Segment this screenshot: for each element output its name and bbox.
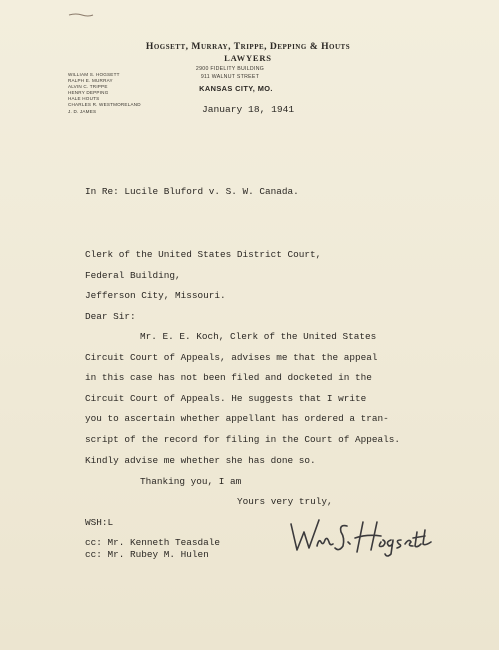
recipient-line: Clerk of the United States District Court,: [85, 249, 322, 260]
body-line: Kindly advise me whether she has done so.: [85, 455, 316, 466]
cc-line: cc: Mr. Rubey M. Hulen: [85, 549, 209, 560]
partner-name: J. D. JAMES: [68, 108, 97, 114]
partner-list: [68, 72, 141, 115]
cc-line: cc: Mr. Kenneth Teasdale: [85, 537, 221, 548]
body-line: script of the record for filing in the Court of Appeals.: [85, 434, 401, 445]
partner-name: WILLIAM S. HOGSETT: [68, 72, 120, 77]
letter-date: January 18, 1941: [202, 104, 295, 115]
body-line: Circuit Court of Appeals, advises me that the appeal: [85, 352, 378, 363]
pencil-mark: [68, 12, 94, 18]
thanks-line: Thanking you, I am: [140, 476, 242, 487]
recipient-line: Federal Building,: [85, 270, 181, 281]
handwritten-signature: [285, 512, 435, 562]
partner-name: HENRY DEPPING: [68, 90, 109, 96]
recipient-line: Jefferson City, Missouri.: [85, 290, 226, 301]
firm-name: Hogsett, Murray, Trippe, Depping & Houts: [145, 41, 351, 52]
salutation: Dear Sir:: [85, 311, 136, 322]
body-line: in this case has not been filed and docketed in the: [85, 372, 372, 383]
body-line: you to ascertain whether appellant has ordered a tran-: [85, 413, 389, 424]
firm-address-street: 911 WALNUT STREET: [200, 74, 260, 80]
firm-city: KANSAS CITY, MO.: [199, 84, 273, 93]
typist-initials: WSH:L: [85, 517, 114, 528]
body-line: Mr. E. E. Koch, Clerk of the United States: [140, 331, 377, 342]
partner-name: HALE HOUTS: [68, 96, 100, 102]
partner-name: ALVIN C. TRIPPE: [68, 84, 108, 90]
body-line: Circuit Court of Appeals. He suggests that I write: [85, 393, 367, 404]
firm-subtitle: LAWYERS: [224, 53, 272, 63]
closing: Yours very truly,: [237, 496, 333, 507]
re-line: In Re: Lucile Bluford v. S. W. Canada.: [85, 186, 299, 197]
partner-name: CHARLES R. WESTMORELAND: [68, 102, 141, 108]
firm-address-building: 2900 FIDELITY BUILDING: [195, 66, 265, 72]
partner-name: RALPH E. MURRAY: [68, 78, 113, 84]
